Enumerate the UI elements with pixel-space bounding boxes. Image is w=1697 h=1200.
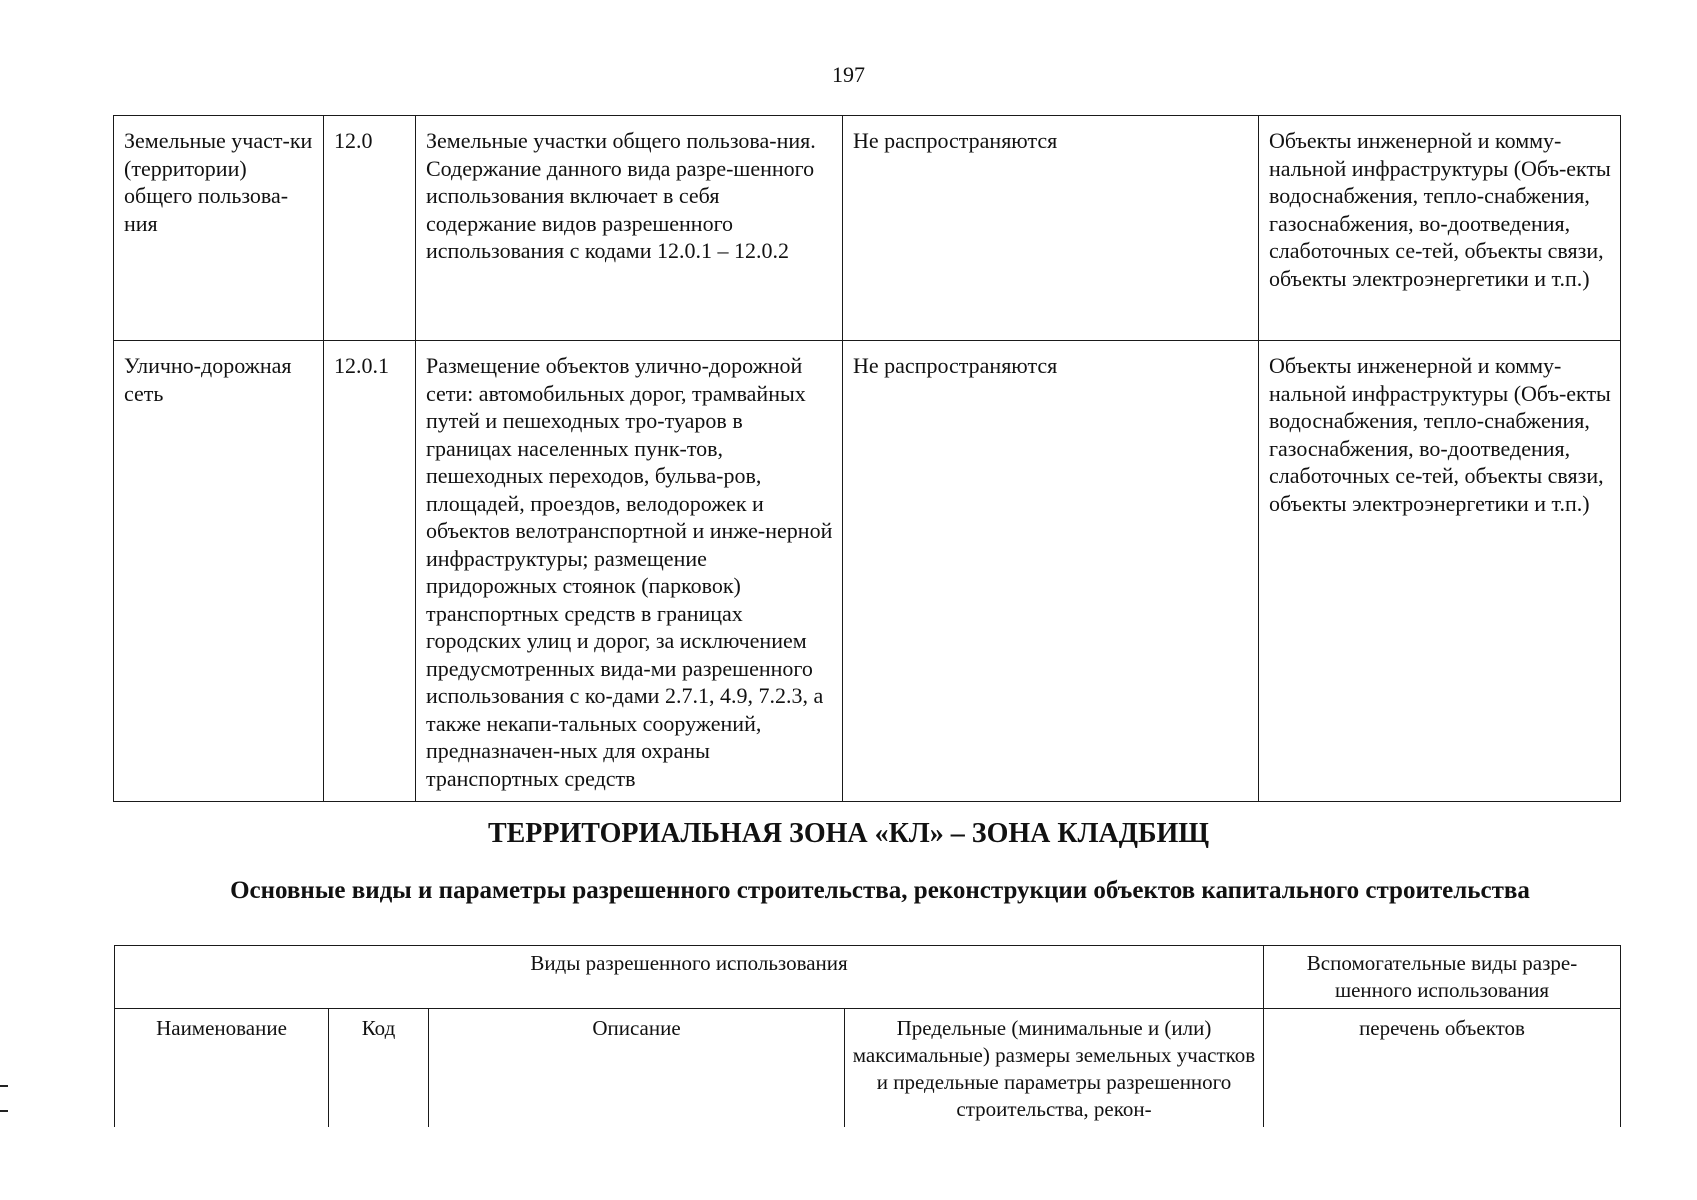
cell-parameters: Не распространяются [843, 341, 1259, 802]
cell-code: 12.0.1 [324, 341, 416, 802]
lower-table [114, 945, 1621, 1127]
cell-code: 12.0 [324, 116, 416, 341]
table-header-row [115, 1009, 1621, 1128]
cell-auxiliary: Объекты инженерной и комму-нальной инфраструктуры (Объ-екты водоснабжения, тепло-снабжения, газоснабжения, во-доотведения, слаботочных се-тей, объекты связи, объекты электроэнергетики и т.п.) [1259, 116, 1621, 341]
cell-description: Размещение объектов улично-дорожной сети: автомобильных дорог, трамвайных путей и пешеходных тро-туаров в границах населенных пунк-тов, пешеходных переходов, бульва-ров, площадей, проездов, велодорожек и объектов велотранспортной и инже-нерной инфраструктуры; размещение придорожных стоянок (парковок) транспортных средств в границах городских улиц и дорог, за исключением предусмотренных вида-ми разрешенного использования с ко-дами 2.7.1, 4.9, 7.2.3, а также некапи-тальных сооружений, предназначен-ных для охраны транспортных средств [416, 341, 843, 802]
margin-mark [0, 1110, 8, 1112]
upper-table [113, 115, 1621, 802]
section-title: Основные виды и параметры разрешенного строительства, реконструкции объектов капитального строительства [230, 877, 1530, 904]
zone-title: ТЕРРИТОРИАЛЬНАЯ ЗОНА «КЛ» – ЗОНА КЛАДБИЩ [487, 818, 1210, 849]
column-header-name: Наименование [115, 1009, 329, 1128]
table-row [114, 341, 1621, 802]
column-header-description: Описание [429, 1009, 845, 1128]
header-auxiliary-uses: Вспомогательные виды разре-шенного использования [1264, 946, 1621, 1009]
cell-name: Земельные участ-ки (территории) общего пользова-ния [114, 116, 324, 341]
cell-name: Улично-дорожная сеть [114, 341, 324, 802]
cell-description: Земельные участки общего пользова-ния. Содержание данного вида разре-шенного использования включает в себя содержание видов разрешенного использования с кодами 12.0.1 – 12.0.2 [416, 116, 843, 341]
header-permitted-uses: Виды разрешенного использования [115, 946, 1264, 1009]
cell-parameters: Не распространяются [843, 116, 1259, 341]
cell-auxiliary: Объекты инженерной и комму-нальной инфраструктуры (Объ-екты водоснабжения, тепло-снабжения, газоснабжения, во-доотведения, слаботочных се-тей, объекты связи, объекты электроэнергетики и т.п.) [1259, 341, 1621, 802]
column-header-objects: перечень объектов [1264, 1009, 1621, 1128]
column-header-parameters: Предельные (минимальные и (или) максимальные) размеры земельных участков и предельные параметры разрешенного строительства, рекон- [845, 1009, 1264, 1128]
page-number: 197 [832, 62, 865, 87]
margin-mark [0, 1085, 8, 1087]
table-header-row [115, 946, 1621, 1009]
column-header-code: Код [329, 1009, 429, 1128]
table-row [114, 116, 1621, 341]
